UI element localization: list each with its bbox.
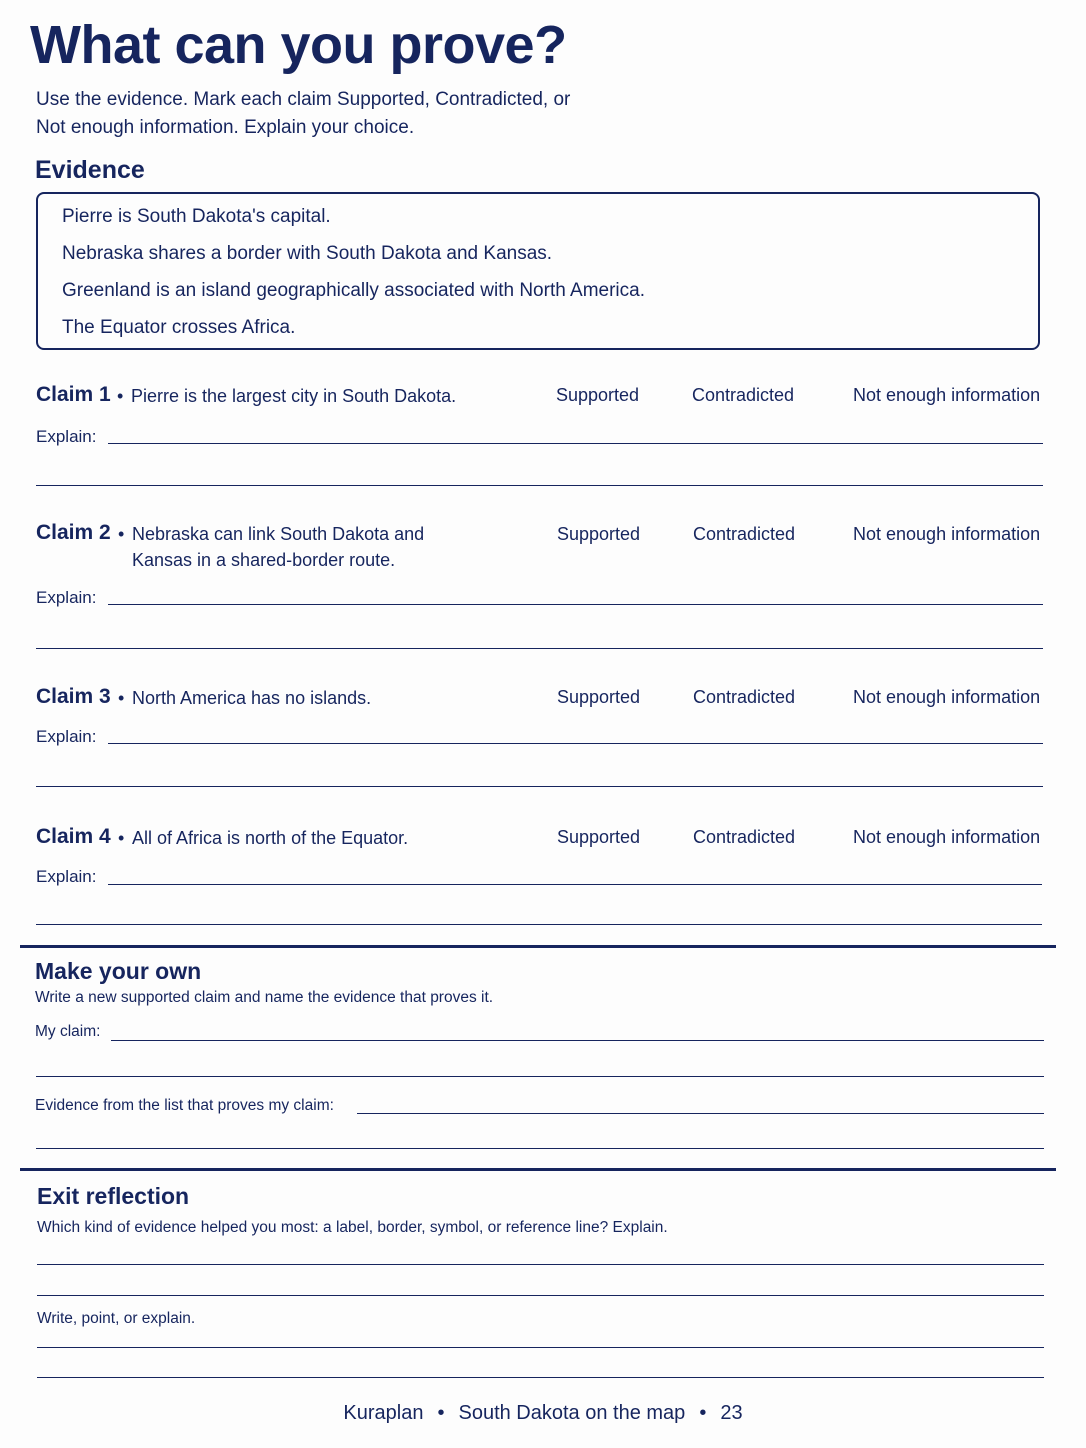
claim-2-text-line-2: Kansas in a shared-border route. bbox=[132, 550, 396, 570]
section-divider bbox=[20, 945, 1056, 948]
claim-2-label: Claim 2 bbox=[36, 521, 111, 544]
my-claim-label: My claim: bbox=[35, 1023, 101, 1040]
page-title: What can you prove? bbox=[30, 15, 567, 75]
claim-4-option-not-enough[interactable]: Not enough information bbox=[853, 827, 1041, 847]
exit-reflection-heading: Exit reflection bbox=[37, 1183, 190, 1209]
claim-4-option-contradicted[interactable]: Contradicted bbox=[693, 827, 796, 847]
claim-2-explain-line-2[interactable] bbox=[36, 648, 1043, 649]
claim-3-option-contradicted[interactable]: Contradicted bbox=[693, 687, 796, 707]
exit-reflection-question: Which kind of evidence helped you most: a label, border, symbol, or reference line? Explain. bbox=[37, 1219, 668, 1236]
claim-1-option-supported[interactable]: Supported bbox=[556, 385, 640, 405]
instructions-line-2: Not enough information. Explain your choice. bbox=[36, 117, 415, 138]
claim-4-explain-line[interactable] bbox=[108, 884, 1042, 885]
footer-page-number: 23 bbox=[720, 1402, 743, 1424]
claim-3-explain-line[interactable] bbox=[108, 743, 1043, 744]
claim-2-option-supported[interactable]: Supported bbox=[557, 524, 641, 544]
claim-4-text: All of Africa is north of the Equator. bbox=[132, 828, 409, 848]
claim-1-text: Pierre is the largest city in South Dakota. bbox=[131, 386, 457, 406]
claim-2-option-not-enough[interactable]: Not enough information bbox=[853, 524, 1041, 544]
evidence-proof-line-2[interactable] bbox=[36, 1148, 1044, 1149]
evidence-item: The Equator crosses Africa. bbox=[62, 317, 296, 338]
claim-4-explain-line-2[interactable] bbox=[36, 924, 1042, 925]
claim-bullet: • bbox=[118, 828, 125, 848]
evidence-box bbox=[36, 192, 1040, 350]
claim-1-label: Claim 1 bbox=[36, 383, 111, 406]
my-claim-line-2[interactable] bbox=[36, 1076, 1044, 1077]
footer-brand: Kuraplan bbox=[343, 1402, 424, 1424]
evidence-proof-line[interactable] bbox=[357, 1113, 1044, 1114]
claim-3-explain-line-2[interactable] bbox=[36, 786, 1043, 787]
evidence-heading: Evidence bbox=[35, 156, 145, 184]
claim-3-option-not-enough[interactable]: Not enough information bbox=[853, 687, 1041, 707]
footer-separator: • bbox=[437, 1402, 445, 1424]
claim-4-label: Claim 4 bbox=[36, 825, 111, 848]
my-claim-line[interactable] bbox=[111, 1040, 1044, 1041]
claim-1-explain-line-2[interactable] bbox=[36, 485, 1043, 486]
evidence-item: Pierre is South Dakota's capital. bbox=[62, 206, 331, 227]
claim-2-text-line-1: Nebraska can link South Dakota and bbox=[132, 524, 425, 544]
instructions bbox=[36, 86, 736, 142]
reflection-line-2[interactable] bbox=[37, 1295, 1044, 1296]
page-footer bbox=[0, 1402, 1086, 1425]
evidence-proof-label: Evidence from the list that proves my claim: bbox=[35, 1097, 334, 1114]
section-divider bbox=[20, 1168, 1056, 1171]
footer-separator: • bbox=[699, 1402, 707, 1424]
reflection-line-4[interactable] bbox=[37, 1377, 1044, 1378]
claim-1-explain-label: Explain: bbox=[36, 427, 97, 446]
claim-3-option-supported[interactable]: Supported bbox=[557, 687, 641, 707]
claim-1-explain-line[interactable] bbox=[108, 443, 1043, 444]
evidence-item: Nebraska shares a border with South Dakota and Kansas. bbox=[62, 243, 553, 264]
make-your-own-heading: Make your own bbox=[35, 958, 202, 984]
reflection-line[interactable] bbox=[37, 1264, 1044, 1265]
claim-bullet: • bbox=[118, 524, 125, 544]
claim-2-option-contradicted[interactable]: Contradicted bbox=[693, 524, 796, 544]
claim-3-text: North America has no islands. bbox=[132, 688, 372, 708]
claim-2-explain-line[interactable] bbox=[108, 604, 1043, 605]
claim-bullet: • bbox=[118, 688, 125, 708]
evidence-item: Greenland is an island geographically associated with North America. bbox=[62, 280, 645, 301]
make-your-own-instructions: Write a new supported claim and name the evidence that proves it. bbox=[35, 989, 494, 1006]
claim-3-explain-label: Explain: bbox=[36, 727, 97, 746]
claim-2-explain-label: Explain: bbox=[36, 588, 97, 607]
claim-3-label: Claim 3 bbox=[36, 685, 111, 708]
claim-4-option-supported[interactable]: Supported bbox=[557, 827, 641, 847]
exit-reflection-prompt: Write, point, or explain. bbox=[37, 1310, 196, 1327]
reflection-line-3[interactable] bbox=[37, 1347, 1044, 1348]
claim-4-explain-label: Explain: bbox=[36, 867, 97, 886]
instructions-line-1: Use the evidence. Mark each claim Supported, Contradicted, or bbox=[36, 89, 571, 110]
footer-unit-title: South Dakota on the map bbox=[458, 1402, 686, 1424]
claim-bullet: • bbox=[117, 386, 124, 406]
claim-1-option-contradicted[interactable]: Contradicted bbox=[692, 385, 795, 405]
claim-1-option-not-enough[interactable]: Not enough information bbox=[853, 385, 1041, 405]
